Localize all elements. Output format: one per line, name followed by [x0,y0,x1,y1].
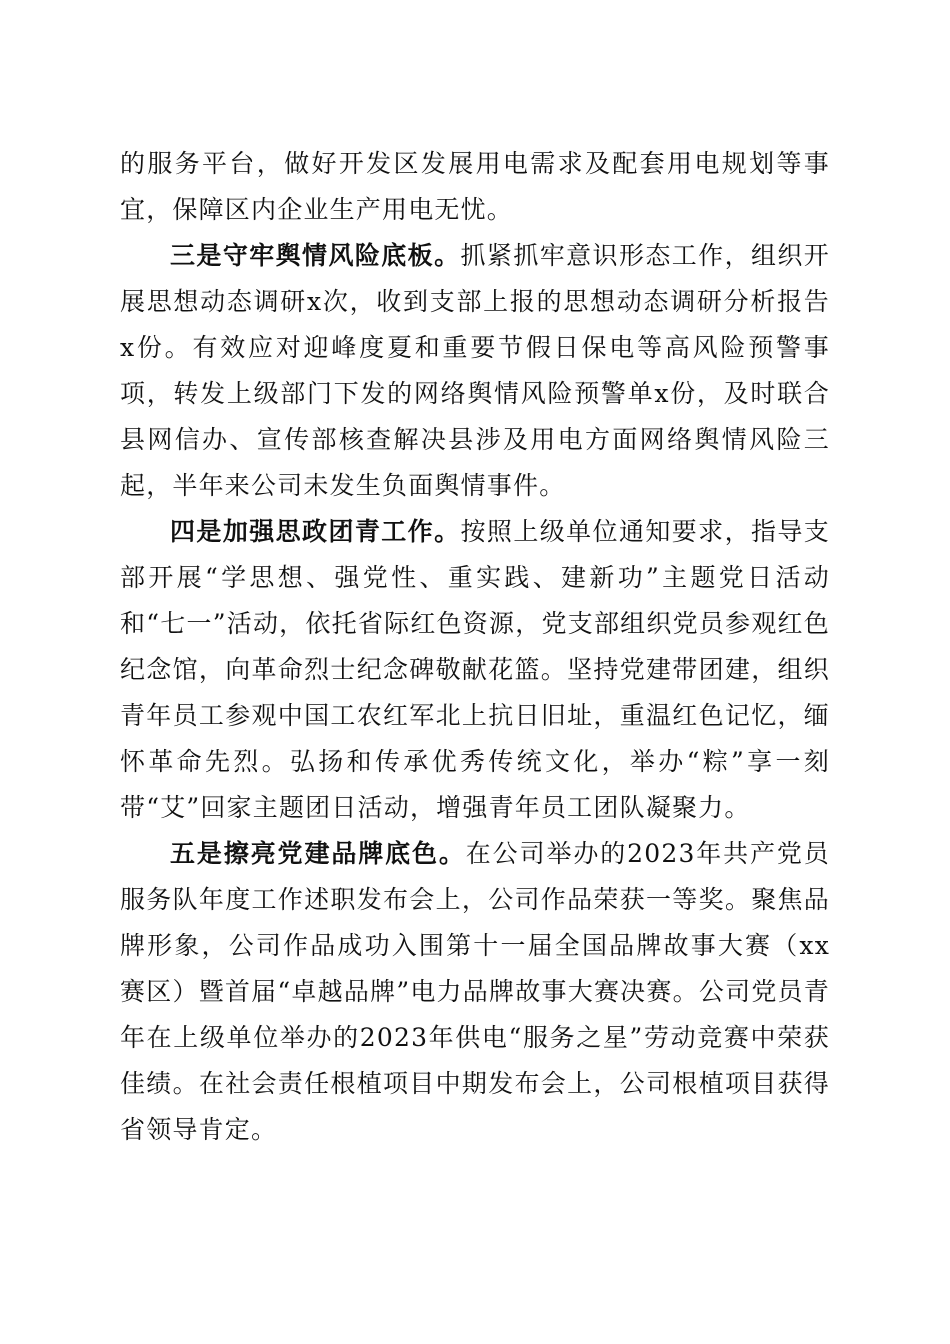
paragraph-party-brand [120,831,830,1153]
paragraph-text: 的服务平台，做好开发区发展用电需求及配套用电规划等事宜，保障区内企业生产用电无忧。 [120,149,830,224]
paragraph-public-opinion-risk [120,233,830,509]
document-body [120,141,830,1153]
paragraph-heading: 三是守牢舆情风险底板。 [170,241,461,270]
paragraph-text: 按照上级单位通知要求，指导支部开展“学思想、强党性、重实践、建新功”主题党日活动和“七一”活动，依托省际红色资源，党支部组织党员参观红色纪念馆，向革命烈士纪念碑敬献花篮。坚持党建带团建，组织青年员工参观中国工农红军北上抗日旧址，重温红色记忆，缅怀革命先烈。弘扬和传承优秀传统文化，举办“粽”享一刻带“艾”回家主题团日活动，增强青年员工团队凝聚力。 [120,517,831,822]
paragraph-text: 抓紧抓牢意识形态工作，组织开展思想动态调研x次，收到支部上报的思想动态调研分析报告x份。有效应对迎峰度夏和重要节假日保电等高风险预警事项，转发上级部门下发的网络舆情风险预警单x份，及时联合县网信办、宣传部核查解决县涉及用电方面网络舆情风险三起，半年来公司未发生负面舆情事件。 [120,241,831,500]
paragraph-youth-work [120,509,830,831]
paragraph-heading: 五是擦亮党建品牌底色。 [170,839,466,868]
paragraph-heading: 四是加强思政团青工作。 [170,517,461,546]
paragraph-continuation [120,141,830,233]
paragraph-text: 在公司举办的2023年共产党员服务队年度工作述职发布会上，公司作品荣获一等奖。聚焦品牌形象，公司作品成功入围第十一届全国品牌故事大赛（xx赛区）暨首届“卓越品牌”电力品牌故事大赛决赛。公司党员青年在上级单位举办的2023年供电“服务之星”劳动竞赛中荣获佳绩。在社会责任根植项目中期发布会上，公司根植项目获得省领导肯定。 [120,839,831,1144]
